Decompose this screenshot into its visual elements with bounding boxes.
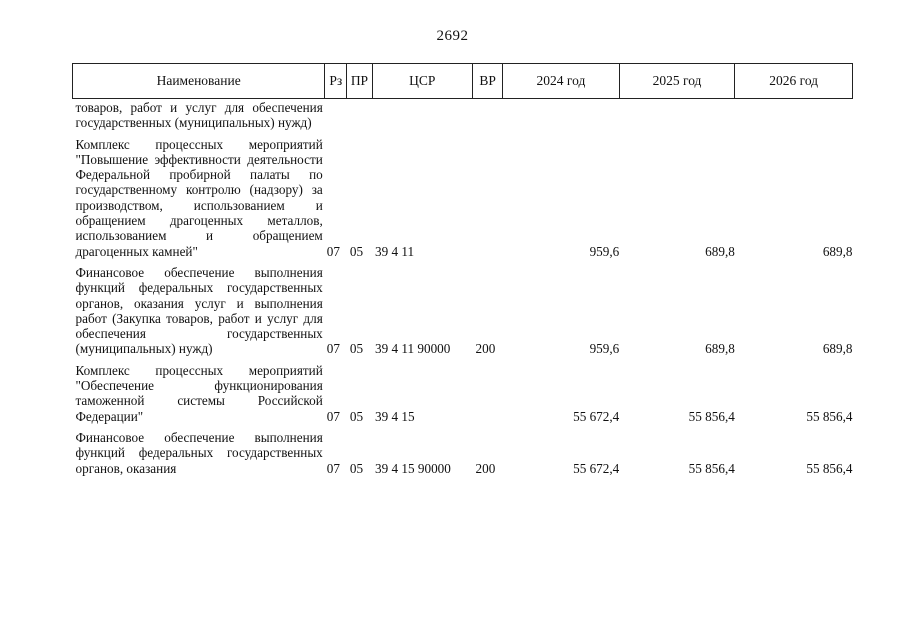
row-2026: 55 856,4 bbox=[806, 460, 853, 476]
row-csr: 39 4 15 bbox=[375, 408, 415, 424]
row-2026: 689,8 bbox=[822, 243, 853, 259]
row-2024: 959,6 bbox=[589, 341, 620, 357]
row-name: Финансовое обеспечение выполнения функций федеральных государственных органов, оказания bbox=[75, 429, 323, 476]
header-vr: ВР bbox=[473, 64, 503, 99]
header-2025: 2025 год bbox=[619, 64, 735, 99]
table-body bbox=[73, 99, 853, 476]
row-pr bbox=[347, 99, 372, 137]
budget-table bbox=[72, 63, 853, 476]
header-csr: ЦСР bbox=[372, 64, 473, 99]
row-pr: 05 bbox=[349, 243, 364, 259]
row-vr bbox=[473, 137, 503, 265]
row-2026: 689,8 bbox=[822, 341, 853, 357]
row-rz: 07 bbox=[326, 341, 340, 357]
row-2025: 689,8 bbox=[705, 341, 735, 357]
header-2024: 2024 год bbox=[503, 64, 620, 99]
header-pr: ПР bbox=[347, 64, 372, 99]
row-pr: 05 bbox=[349, 408, 364, 424]
row-csr: 39 4 15 90000 bbox=[375, 460, 451, 476]
row-vr: 200 bbox=[475, 341, 496, 357]
row-2024 bbox=[503, 99, 620, 137]
row-2024: 55 672,4 bbox=[573, 408, 620, 424]
row-csr: 39 4 11 90000 bbox=[375, 341, 451, 357]
table-row bbox=[73, 99, 853, 137]
page-number: 2692 bbox=[436, 28, 469, 44]
row-name: Комплекс процессных мероприятий "Повышение эффективности деятельности Федеральной пробирной палаты по государственному контролю (надзору) за производством, использованием и обращением драгоценных металлов, использованием и обращением драгоценных камней" bbox=[75, 136, 323, 259]
row-2026 bbox=[735, 99, 853, 137]
row-rz: 07 bbox=[326, 460, 340, 476]
table-header bbox=[73, 64, 853, 99]
row-2025: 55 856,4 bbox=[688, 408, 735, 424]
header-name: Наименование bbox=[73, 64, 325, 99]
row-2025: 55 856,4 bbox=[688, 460, 735, 476]
row-pr: 05 bbox=[349, 341, 364, 357]
row-2024: 959,6 bbox=[589, 243, 620, 259]
row-vr bbox=[473, 363, 503, 430]
row-name: Финансовое обеспечение выполнения функций федеральных государственных органов, оказания услуг и выполнения работ (Закупка товаров, работ и услуг для обеспечения государственных (муниципальных) нужд) bbox=[75, 264, 323, 357]
row-rz: 07 bbox=[326, 243, 340, 259]
row-2025 bbox=[619, 99, 735, 137]
header-row bbox=[73, 64, 853, 99]
table-row bbox=[73, 137, 853, 265]
row-vr bbox=[473, 99, 503, 137]
row-vr: 200 bbox=[475, 460, 496, 476]
row-csr: 39 4 11 bbox=[375, 243, 415, 259]
header-2026: 2026 год bbox=[735, 64, 853, 99]
row-2025: 689,8 bbox=[705, 243, 735, 259]
row-pr: 05 bbox=[349, 460, 364, 476]
row-name: товаров, работ и услуг для обеспечения государственных (муниципальных) нужд) bbox=[75, 100, 323, 131]
row-2026: 55 856,4 bbox=[806, 408, 853, 424]
row-2024: 55 672,4 bbox=[573, 460, 620, 476]
row-rz: 07 bbox=[326, 408, 340, 424]
row-rz bbox=[325, 99, 347, 137]
table-row bbox=[73, 363, 853, 430]
table-row bbox=[73, 430, 853, 476]
table-row bbox=[73, 265, 853, 363]
header-rz: Рз bbox=[325, 64, 347, 99]
row-csr bbox=[372, 99, 473, 137]
row-name: Комплекс процессных мероприятий "Обеспечение функционирования таможенной системы Российской Федерации" bbox=[75, 362, 323, 424]
